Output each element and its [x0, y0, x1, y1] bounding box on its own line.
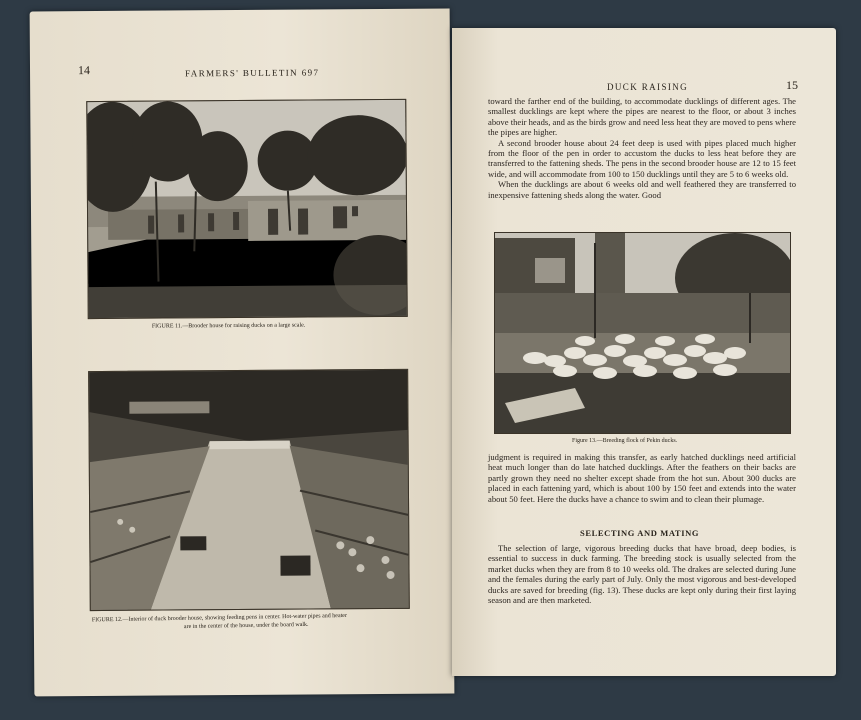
figure-12-caption-line-1: FIGURE 12.—Interior of duck brooder house, showing feeding pens in center. Hot-water pipes and heater	[91, 612, 347, 624]
figure-13-caption: Figure 13.—Breeding flock of Pekin ducks.	[572, 438, 678, 444]
figure-11-caption: FIGURE 11.—Brooder house for raising ducks on a large scale.	[151, 322, 306, 330]
paragraph: toward the farther end of the building, to accommodate ducklings of different ages. The smallest ducklings are kept where the pipes are nearest to the floor, or about 3 inches above their heads, and as the birds grow and need less heat they are moved to pens where the pipes are higher.	[488, 96, 796, 138]
body-text-after-figure	[488, 452, 796, 504]
right-page	[452, 28, 836, 676]
right-running-head: DUCK RAISING	[607, 82, 689, 92]
figure-12-photo	[88, 369, 410, 611]
left-page-number: 14	[77, 63, 91, 78]
body-text-selecting	[488, 543, 796, 605]
paragraph: judgment is required in making this transfer, as early hatched ducklings need artificial heat much longer than do late hatched ducklings. After the feathers on their backs are partly grown they need no shelter except shade from the hot sun. About 300 ducks are placed in each fattening yard, which is about 100 by 150 feet and extends into the water about 50 feet. Here the ducks have a chance to swim and to clean their plumage.	[488, 452, 796, 504]
figure-13-photo	[494, 232, 791, 434]
section-heading: SELECTING AND MATING	[580, 528, 700, 538]
body-text-top	[488, 96, 796, 200]
figure-11-photo	[86, 99, 408, 319]
figure-12-caption-line-2: are in the center of the house, under the board walk.	[183, 621, 309, 631]
paragraph: The selection of large, vigorous breeding ducks that have broad, deep bodies, is essential to success in duck farming. The breeding stock is usually selected from the market ducks when they are from 8 to 10 weeks old. The drakes are selected during June and the females during the early part of July. Only the most vigorous and best-developed ducks are saved for breeding (fig. 13). These ducks are kept only during their first laying season and are then marketed.	[488, 543, 796, 606]
booklet-spread	[28, 8, 840, 698]
left-running-head: FARMERS' BULLETIN 697	[185, 67, 320, 79]
right-page-number: 15	[786, 78, 798, 92]
left-page	[30, 9, 455, 697]
paragraph: When the ducklings are about 6 weeks old and well feathered they are transferred to inexpensive fattening sheds along the water. Good	[488, 179, 796, 200]
paragraph: A second brooder house about 24 feet deep is used with pipes placed much higher from the floor of the pen in order to accustom the ducks to less heat before they are transferred to the fattening sheds. The pens in the second brooder house are 12 to 15 feet wide, and will accommodate from 100 to 150 ducklings until they are 5 to 6 weeks old.	[488, 137, 796, 179]
